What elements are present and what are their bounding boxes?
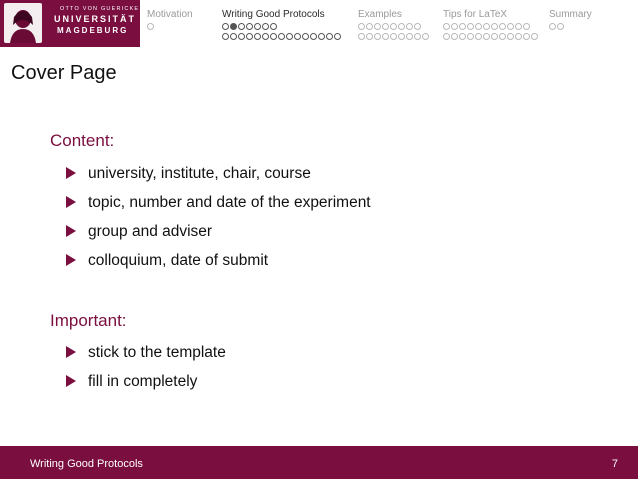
logo-line2: UNIVERSITÄT [54,14,137,24]
triangle-bullet-icon [66,225,76,237]
list-item-text: group and adviser [88,223,213,240]
frame-dot-icon[interactable] [246,23,253,30]
frame-dot-icon[interactable] [230,23,237,30]
nav-dots-row1 [222,23,278,30]
frame-dot-icon[interactable] [262,33,269,40]
triangle-bullet-icon [66,254,76,266]
list-item-text: stick to the template [88,344,226,361]
frame-dot-icon[interactable] [238,33,245,40]
frame-dot-icon[interactable] [499,33,506,40]
frame-dot-icon[interactable] [358,23,365,30]
frame-dot-icon[interactable] [475,33,482,40]
nav-dots-row2 [358,33,430,40]
nav-label-examples[interactable]: Examples [358,9,402,20]
nav-dots-row1 [147,23,155,30]
nav-section-examples[interactable] [358,9,402,20]
nav-label-summary[interactable]: Summary [549,9,592,20]
important-list [66,344,226,402]
frame-dot-icon[interactable] [270,23,277,30]
frame-dot-icon[interactable] [246,33,253,40]
frame-dot-icon[interactable] [334,33,341,40]
list-item [66,194,371,223]
frame-dot-icon[interactable] [254,33,261,40]
frame-dot-icon[interactable] [374,23,381,30]
frame-dot-icon[interactable] [467,33,474,40]
frame-dot-icon[interactable] [515,33,522,40]
nav-label-motivation[interactable]: Motivation [147,9,193,20]
frame-dot-icon[interactable] [443,33,450,40]
list-item-text: university, institute, chair, course [88,165,311,182]
frame-dot-icon[interactable] [238,23,245,30]
guericke-portrait-icon [4,3,42,43]
frame-dot-icon[interactable] [414,33,421,40]
frame-dot-icon[interactable] [467,23,474,30]
nav-section-writing-good-protocols[interactable] [222,9,325,20]
frame-dot-icon[interactable] [531,33,538,40]
nav-dots-row2 [443,33,539,40]
triangle-bullet-icon [66,167,76,179]
header-bar [0,0,638,47]
frame-dot-icon[interactable] [499,23,506,30]
frame-dot-icon[interactable] [523,33,530,40]
frame-dot-icon[interactable] [318,33,325,40]
frame-dot-icon[interactable] [382,23,389,30]
frame-dot-icon[interactable] [507,33,514,40]
frame-dot-icon[interactable] [326,33,333,40]
university-logo [0,0,140,47]
nav-dots-row2 [222,33,342,40]
block-title-content: Content: [50,131,115,150]
list-item-text: fill in completely [88,373,198,390]
triangle-bullet-icon [66,375,76,387]
list-item [66,373,226,402]
frame-dot-icon[interactable] [302,33,309,40]
nav-dots-row1 [358,23,422,30]
frame-dot-icon[interactable] [390,23,397,30]
nav-section-summary[interactable] [549,9,592,20]
frame-dot-icon[interactable] [222,23,229,30]
frame-dot-icon[interactable] [398,33,405,40]
frame-dot-icon[interactable] [507,23,514,30]
frame-dot-icon[interactable] [254,23,261,30]
page-number: 7 [611,458,618,470]
footer-title: Writing Good Protocols [30,458,143,470]
frame-dot-icon[interactable] [475,23,482,30]
frame-dot-icon[interactable] [406,33,413,40]
nav-label-tips-for-latex[interactable]: Tips for LaTeX [443,9,508,20]
frame-dot-icon[interactable] [414,23,421,30]
frame-dot-icon[interactable] [451,23,458,30]
frame-dot-icon[interactable] [294,33,301,40]
nav-section-tips-for-latex[interactable] [443,9,507,20]
frame-dot-icon[interactable] [262,23,269,30]
frame-dot-icon[interactable] [523,23,530,30]
frame-dot-icon[interactable] [374,33,381,40]
frame-dot-icon[interactable] [382,33,389,40]
frame-dot-icon[interactable] [557,23,564,30]
list-item [66,223,371,252]
triangle-bullet-icon [66,346,76,358]
list-item-text: colloquium, date of submit [88,252,269,269]
frame-dot-icon[interactable] [390,33,397,40]
list-item [66,252,371,281]
frame-dot-icon[interactable] [278,33,285,40]
nav-dots-row1 [549,23,565,30]
frame-dot-icon[interactable] [491,23,498,30]
frame-dot-icon[interactable] [270,33,277,40]
logo-line3: MAGDEBURG [57,26,129,35]
frame-dot-icon[interactable] [515,23,522,30]
nav-label-writing-good-protocols[interactable]: Writing Good Protocols [222,9,325,20]
block-title-important: Important: [50,311,127,330]
frame-dot-icon[interactable] [230,33,237,40]
frame-dot-icon[interactable] [483,23,490,30]
frame-dot-icon[interactable] [422,33,429,40]
frame-dot-icon[interactable] [459,33,466,40]
frame-dot-icon[interactable] [459,23,466,30]
frame-dot-icon[interactable] [366,33,373,40]
frame-dot-icon[interactable] [549,23,556,30]
list-item-text: topic, number and date of the experiment [88,194,371,211]
frame-dot-icon[interactable] [366,23,373,30]
list-item [66,165,371,194]
frame-dot-icon[interactable] [443,23,450,30]
frame-dot-icon[interactable] [483,33,490,40]
content-list [66,165,371,281]
logo-line1: OTTO VON GUERICKE [60,6,140,12]
frame-dot-icon[interactable] [398,23,405,30]
frame-dot-icon[interactable] [451,33,458,40]
nav-section-motivation[interactable] [147,9,193,20]
list-item [66,344,226,373]
frame-dot-icon[interactable] [310,33,317,40]
frame-dot-icon[interactable] [406,23,413,30]
frame-dot-icon[interactable] [286,33,293,40]
frame-dot-icon[interactable] [358,33,365,40]
frame-dot-icon[interactable] [491,33,498,40]
footer-bar [0,446,638,479]
frame-dot-icon[interactable] [222,33,229,40]
frame-title: Cover Page [11,62,117,84]
triangle-bullet-icon [66,196,76,208]
frame-dot-icon[interactable] [147,23,154,30]
nav-dots-row1 [443,23,531,30]
